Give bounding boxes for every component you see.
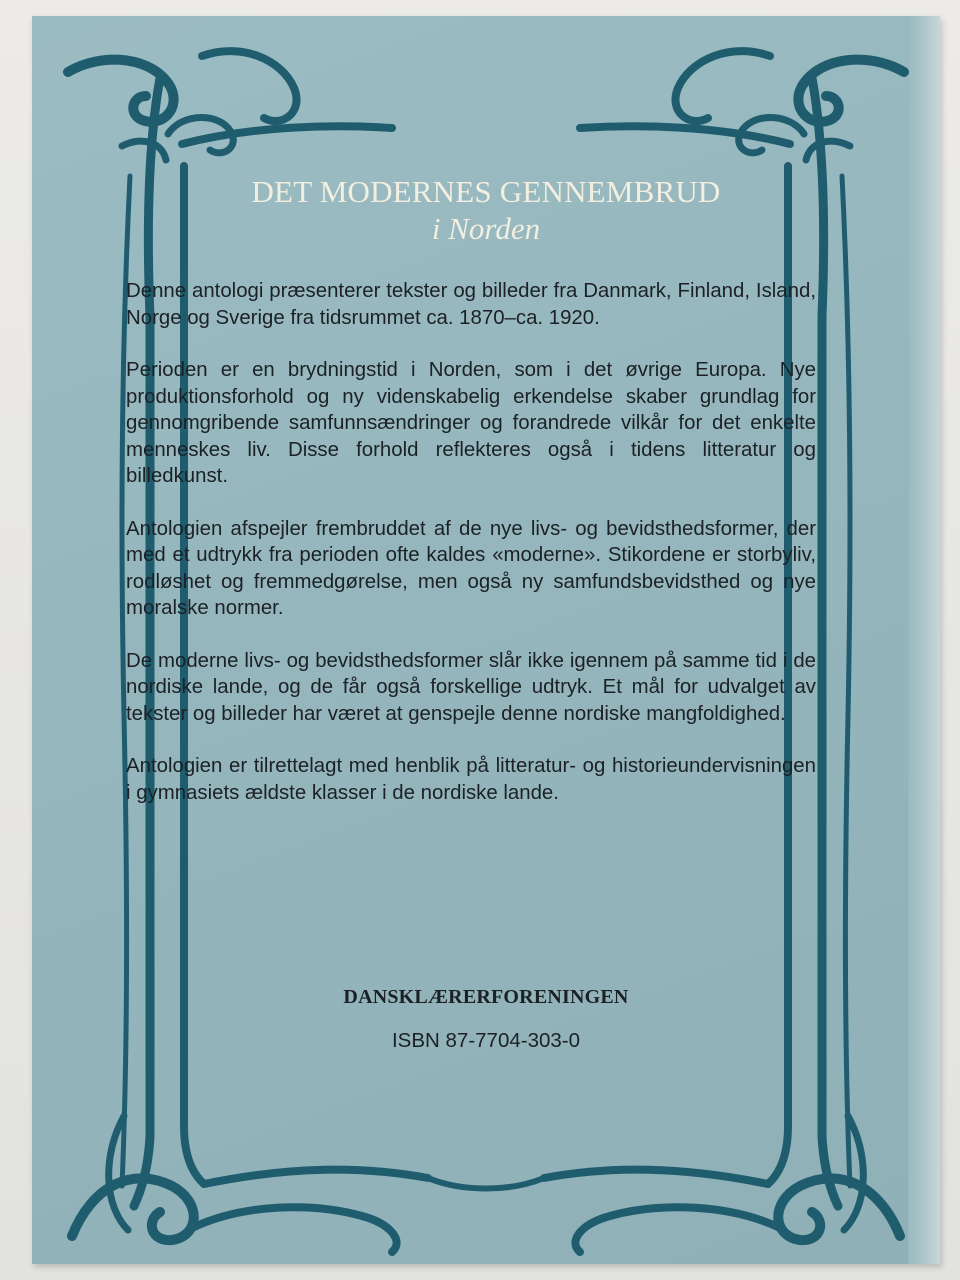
blurb-text xyxy=(126,278,816,832)
cover-title-block xyxy=(32,173,940,247)
publisher-name: DANSKLÆRERFORENINGEN xyxy=(343,986,629,1008)
isbn-number: ISBN 87-7704-303-0 xyxy=(391,1029,581,1052)
blurb-paragraph: Antologien er tilrettelagt med henblik på litteratur- og historieundervisningen i gymnasiets ældste klasser i de nordiske lande. xyxy=(126,755,816,804)
blurb-paragraph: Denne antologi præsenterer tekster og billeder fra Danmark, Finland, Island, Norge og Sverige fra tidsrummet ca. 1870–ca. 1920. xyxy=(126,280,816,329)
book-title: DET MODERNES GENNEMBRUD xyxy=(251,174,721,209)
blurb-paragraph: Perioden er en brydningstid i Norden, som i det øvrige Europa. Nye produktionsforhold og ny videnskabelig erkendelse skaber grundlag for gennomgribende samfunnsændringer og forandrede vilkår for det enkelte menneskes liv. Disse forhold reflekteres også i tidens litteratur og billedkunst. xyxy=(126,359,816,487)
blurb-paragraph: Antologien afspejler frembruddet af de nye livs- og bevidsthedsformer, der med et udtrykk fra perioden ofte kaldes «moderne». Stikordene er storbyliv, rodløshet og fremmedgørelse, men også ny samfundsbevidsthed og nye moralske normer. xyxy=(126,517,816,619)
book-subtitle: i Norden xyxy=(431,211,541,246)
book-back-cover xyxy=(32,16,940,1264)
blurb-paragraph: De moderne livs- og bevidsthedsformer slår ikke igennem på samme tid i de nordiske lande, og de får også forskellige udtryk. Et mål for udvalget av tekster og billeder har været at genspejle denne nordiske mangfoldighed. xyxy=(126,649,816,725)
